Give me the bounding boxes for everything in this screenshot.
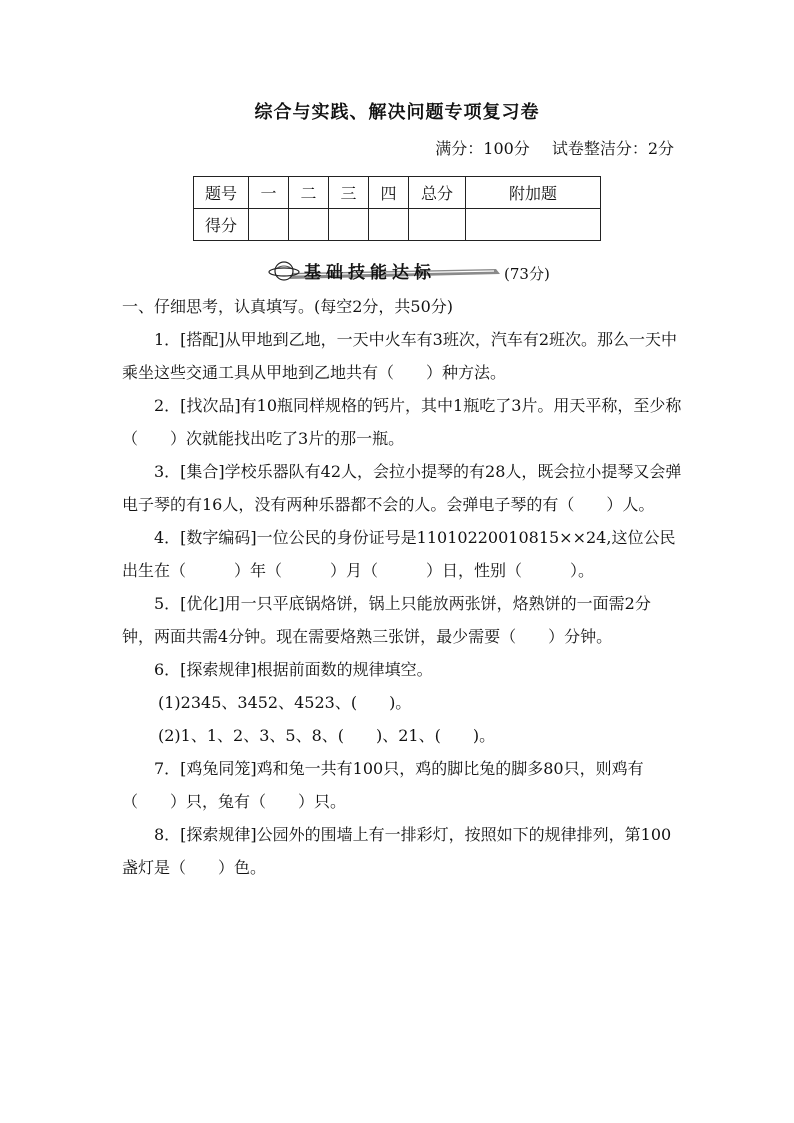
score-table-header-cell: 题号 <box>194 177 249 209</box>
question-7: 7．[鸡兔同笼]鸡和兔一共有100只，鸡的脚比兔的脚多80只，则鸡有（ ）只，兔有（ ）只。 <box>122 759 644 811</box>
question-1: 1．[搭配]从甲地到乙地，一天中火车有3班次，汽车有2班次。那么一天中乘坐这些交通工具从甲地到乙地共有（ ）种方法。 <box>122 330 678 382</box>
question-6-part-1: (1)2345、3452、4523、( )。 <box>158 693 412 712</box>
score-table-header-cell: 总分 <box>409 177 466 209</box>
banner-label: 基础技能达标 <box>304 262 436 283</box>
questions-content <box>122 290 682 884</box>
question-6: 6．[探索规律]根据前面数的规律填空。 <box>154 660 433 679</box>
question-2: 2．[找次品]有10瓶同样规格的钙片，其中1瓶吃了3片。用天平称，至少称（ ）次就能找出吃了3片的那一瓶。 <box>122 396 682 448</box>
question-8: 8．[探索规律]公园外的围墙上有一排彩灯，按照如下的规律排列，第100盏灯是（ ）色。 <box>122 825 672 877</box>
neatness-score: 试卷整洁分：2分 <box>551 139 674 158</box>
section-heading: 一、仔细思考，认真填写。(每空2分，共50分) <box>122 297 454 316</box>
score-table-header-cell: 附加题 <box>466 177 601 209</box>
score-cell <box>249 209 289 241</box>
score-cell <box>369 209 409 241</box>
score-cell <box>289 209 329 241</box>
score-table-header-cell: 三 <box>329 177 369 209</box>
score-cell <box>466 209 601 241</box>
score-table-header-cell: 四 <box>369 177 409 209</box>
score-cell <box>409 209 466 241</box>
section-banner <box>268 255 550 285</box>
score-table <box>193 176 601 241</box>
full-score: 满分：100分 <box>435 139 530 158</box>
score-table-header-row <box>194 177 601 209</box>
score-cell <box>329 209 369 241</box>
question-3: 3．[集合]学校乐器队有42人，会拉小提琴的有28人，既会拉小提琴又会弹电子琴的有16人，没有两种乐器都不会的人。会弹电子琴的有（ ）人。 <box>122 462 682 514</box>
banner-ribbon <box>268 260 500 283</box>
score-table-header-cell: 一 <box>249 177 289 209</box>
banner-points: (73分) <box>504 264 550 283</box>
question-6-part-2: (2)1、1、2、3、5、8、( )、21、( )。 <box>158 726 496 745</box>
score-table-row-label: 得分 <box>194 209 249 241</box>
score-info <box>435 136 674 159</box>
page-title: 综合与实践、解决问题专项复习卷 <box>254 102 540 123</box>
score-table-header-cell: 二 <box>289 177 329 209</box>
score-table-score-row <box>194 209 601 241</box>
question-5: 5．[优化]用一只平底锅烙饼，锅上只能放两张饼，烙熟饼的一面需2分钟，两面共需4分钟。现在需要烙熟三张饼，最少需要（ ）分钟。 <box>122 594 651 646</box>
question-4: 4．[数字编码]一位公民的身份证号是11010220010815××24,这位公民出生在（ ）年（ ）月（ ）日，性别（ ）。 <box>122 528 676 580</box>
